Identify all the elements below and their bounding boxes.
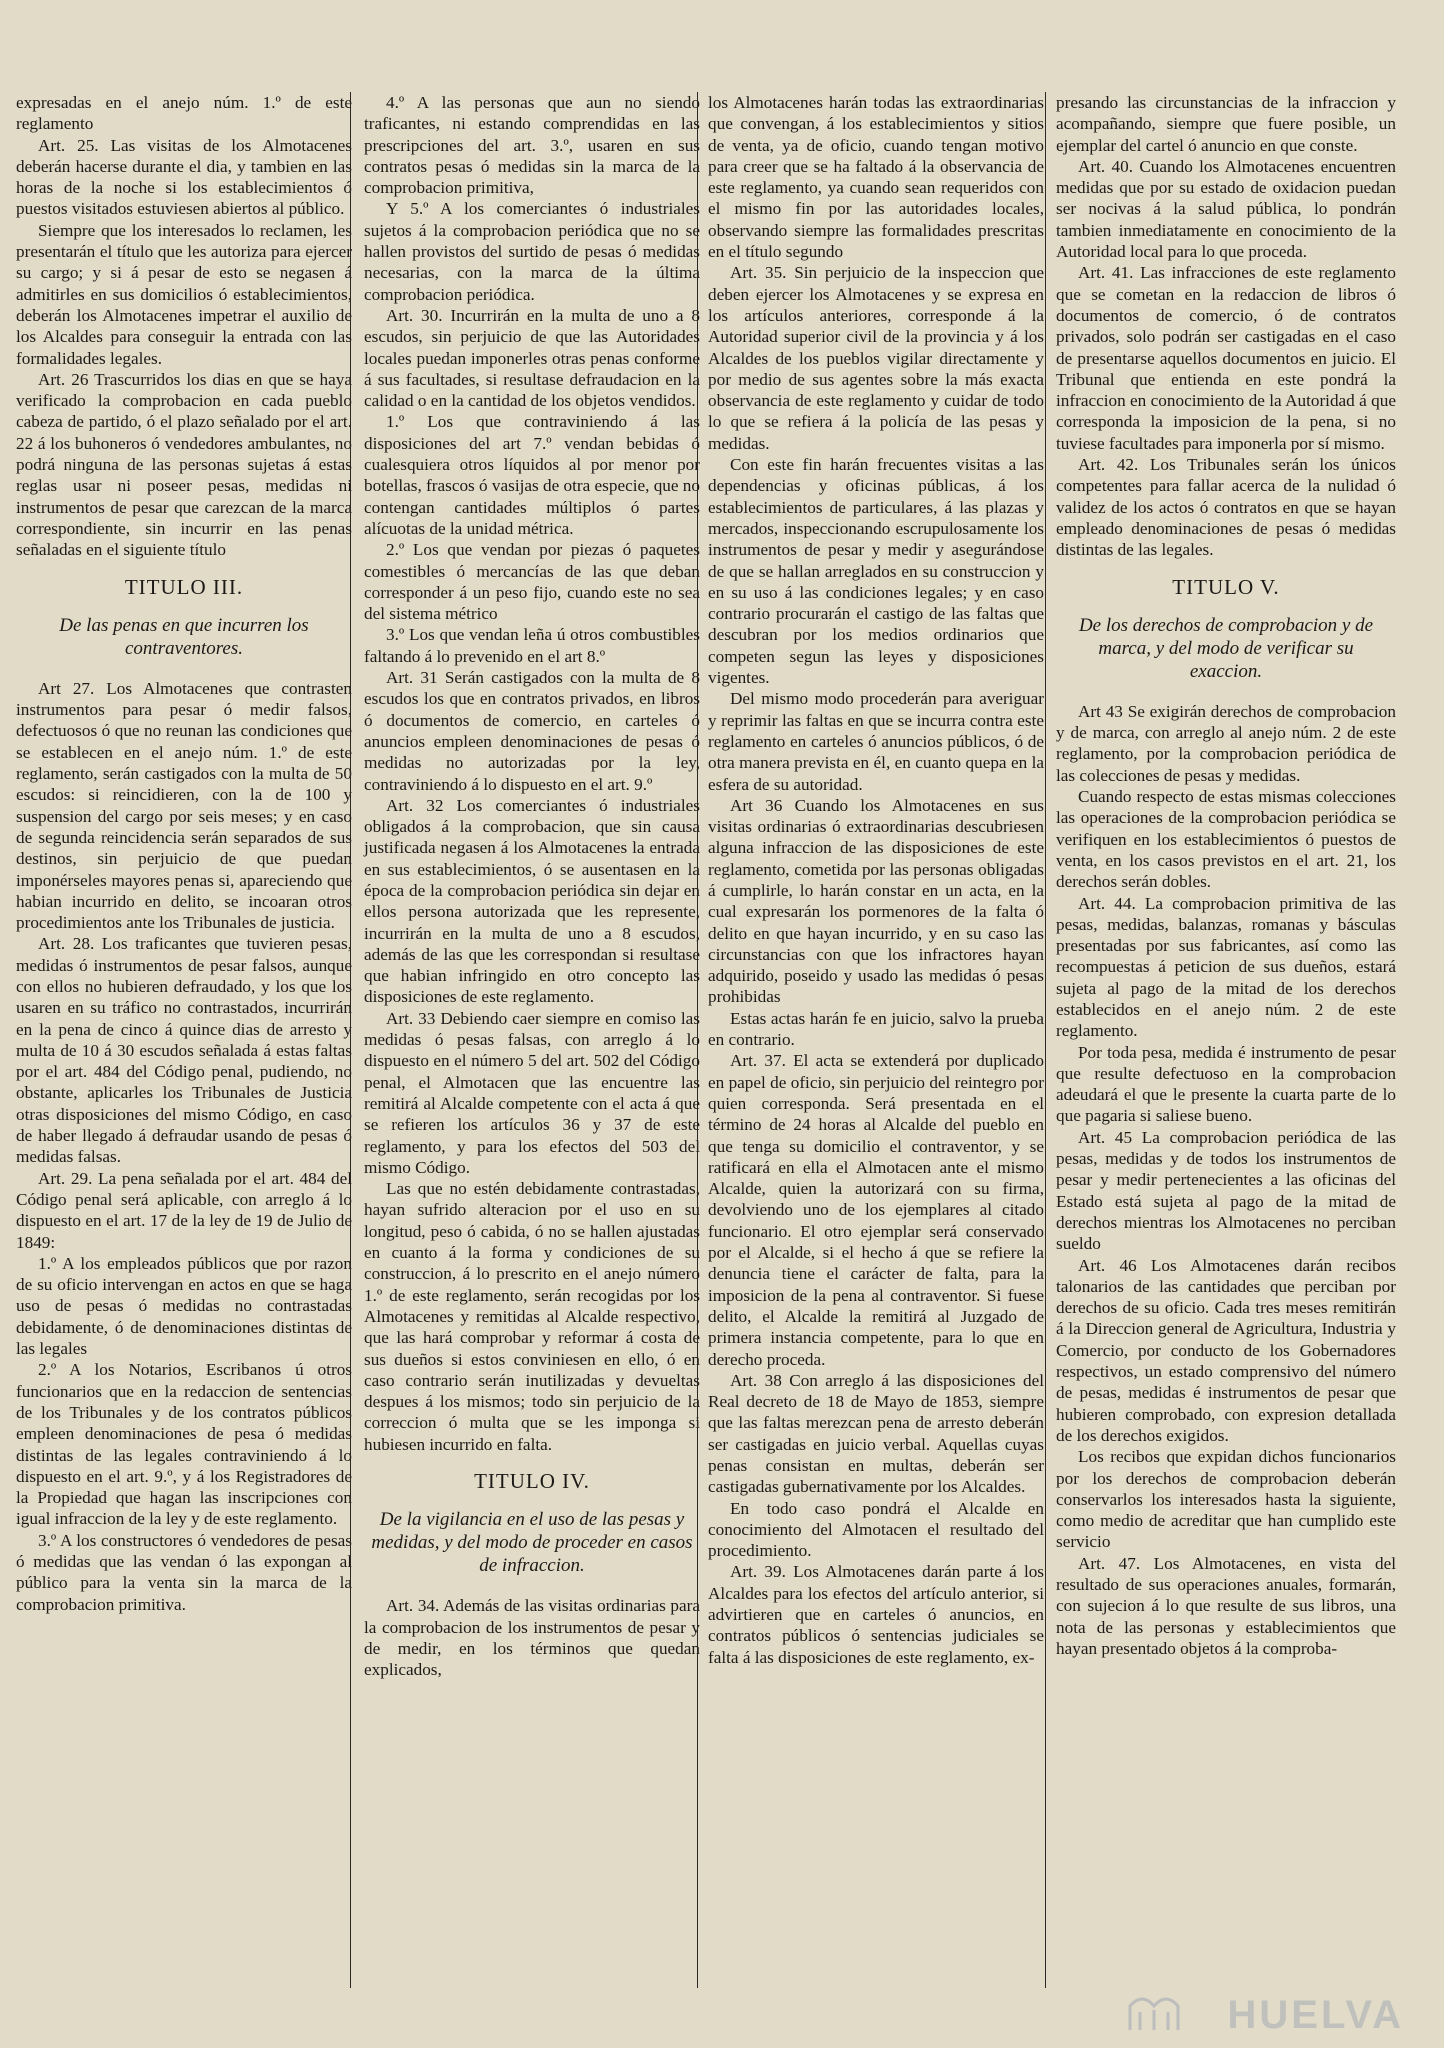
paragraph: Los recibos que expidan dichos funcionarios por los derechos de comprobacion deberán conservarlos los interesados hasta la siguiente, como medio de acreditar que han cumplido este servicio bbox=[1056, 1447, 1396, 1552]
paragraph: Estas actas harán fe en juicio, salvo la prueba en contrario. bbox=[708, 1008, 1044, 1050]
paragraph: Art. 47. Los Almotacenes, en vista del resultado de sus operaciones anuales, formarán, con sujecion á lo que resulte de sus libros, una nota de las personas y establecimientos que hayan presentado objetos á la comproba- bbox=[1056, 1553, 1396, 1658]
paragraph: Por toda pesa, medida é instrumento de pesar que resulte defectuoso en la comprobacion adeudará el que le presente la cuarta parte de lo que pagaria si saliese bueno. bbox=[1056, 1042, 1396, 1126]
paragraph: Con este fin harán frecuentes visitas a las dependencias y oficinas públicas, á los establecimientos de particulares, á las plazas y mercados, inspeccionando escrupulosamente los instrumentos de pesar y medir y asegurándose de que se hallan arreglados en su construccion y en su uso á las condiciones legales; y en caso contrario procurarán el castigo de las faltas que descubran por los medios ordinarios que competen segun las leyes y disposiciones vigentes. bbox=[708, 455, 1044, 688]
paragraph: Art. 38 Con arreglo á las disposiciones del Real decreto de 18 de Mayo de 1853, siempre que las faltas merezcan pena de arresto deberán ser castigadas en juicio verbal. Aquellas cuyas penas consistan en multas, deberán ser castigadas gubernativamente por los Alcaldes. bbox=[708, 1370, 1044, 1497]
paragraph: Art. 31 Serán castigados con la multa de 8 escudos los que en contratos privados, en libros ó documentos de comercio, en carteles ó anuncios empleen denominaciones de pesas ó medidas no autorizadas por la ley, contraviniendo á lo dispuesto en el art. 9.º bbox=[364, 668, 700, 794]
paragraph: Art. 46 Los Almotacenes darán recibos talonarios de las cantidades que perciban por derechos de su oficio. Cada tres meses remitirán á la Direccion general de Agricultura, Industria y Comercio, por conducto de los Gobernadores respectivos, un estado comprensivo del número de pesas, medidas é instrumentos de pesar que hubieren comprobado, con expresion detallada de los derechos exigidos. bbox=[1056, 1255, 1396, 1445]
section-title: TITULO V. bbox=[1172, 574, 1280, 599]
paragraph: Art. 44. La comprobacion primitiva de las pesas, medidas, balanzas, romanas y básculas presentadas por sus fabricantes, así como las recompuestas á peticion de sus dueños, estará sujeta al pago de la mitad de los derechos establecidos en el anejo núm. 2 de este reglamento. bbox=[1056, 893, 1396, 1041]
column-3 bbox=[708, 92, 1044, 1668]
landmark-icon bbox=[1126, 1986, 1182, 2034]
paragraph: Art. 32 Los comerciantes ó industriales obligados á la comprobacion, que sin causa justificada negasen á los Almotacenes la entrada en sus establecimientos, ó se ausentasen en la época de la comprobacion periódica sin dejar en ellos persona autorizada que les represente, incurrirán en la multa de uno a 8 escudos, además de las que les correspondan si resultase que habian infringido en otro concepto las disposiciones de este reglamento. bbox=[364, 795, 700, 1007]
paragraph: Art. 34. Además de las visitas ordinarias para la comprobacion de los instrumentos de pesar y de medir, en los términos que quedan explicados, bbox=[364, 1596, 700, 1680]
paragraph: 1.º A los empleados públicos que por razon de su oficio intervengan en actos en que se haga uso de pesas ó medidas no contrastadas debidamente, ó de denominaciones distintas de las legales bbox=[16, 1253, 352, 1359]
paragraph: Cuando respecto de estas mismas colecciones las operaciones de la comprobacion periódica se verifiquen en los establecimientos ó puestos de venta, en los casos previstos en el art. 21, los derechos serán dobles. bbox=[1056, 787, 1396, 892]
paragraph: Art. 28. Los traficantes que tuvieren pesas, medidas ó instrumentos de pesar falsos, aunque con ellos no hubieren defraudado, y los que los usaren en su tráfico no contrastados, incurrirán en la pena de cinco á quince dias de arresto y multa de 10 á 30 escudos señalada á estas faltas por el art. 484 del Código penal, pudiendo, no obstante, aplicarles los Tribunales de Justicia otras disposiciones del mismo Código, en caso de haber llegado á defraudar usando de pesas ó medidas falsas. bbox=[16, 934, 352, 1167]
section-subtitle: De las penas en que incurren los contraventores. bbox=[59, 614, 309, 659]
paragraph: Art. 30. Incurrirán en la multa de uno a 8 escudos, sin perjuicio de que las Autoridades locales puedan imponerles otras penas conforme á sus facultades, si resultase defraudacion en la calidad o en la cantidad de los objetos vendidos. bbox=[364, 305, 700, 411]
column-divider bbox=[697, 92, 698, 1988]
column-1 bbox=[16, 92, 352, 1615]
section-subtitle: De los derechos de comprobacion y de marca, y del modo de verificar su exaccion. bbox=[1078, 614, 1374, 682]
section-subtitle: De la vigilancia en el uso de las pesas y medidas, y del modo de proceder en casos de infraccion. bbox=[371, 1509, 693, 1577]
paragraph: presando las circunstancias de la infraccion y acompañando, siempre que fuere posible, un ejemplar del cartel ó anuncio en que conste. bbox=[1056, 93, 1396, 155]
column-divider bbox=[1045, 92, 1046, 1988]
paragraph: En todo caso pondrá el Alcalde en conocimiento del Almotacen el resultado del procedimiento. bbox=[708, 1498, 1044, 1561]
paragraph: 3.º Los que vendan leña ú otros combustibles faltando á lo prevenido en el art 8.º bbox=[364, 625, 700, 666]
paragraph: Art 36 Cuando los Almotacenes en sus visitas ordinarias ó extraordinarias descubriesen alguna infraccion de las disposiciones de este reglamento, cometida por las personas obligadas á cumplirle, lo harán constar en un acta, en la cual expresarán los pormenores de la falta ó delito en que hayan incurrido, y en su caso las circunstancias con que los infractores hayan adquirido, poseido y usado las medidas ó pesas prohibidas bbox=[708, 795, 1044, 1007]
paragraph: Art. 37. El acta se extenderá por duplicado en papel de oficio, sin perjuicio del reintegro por quien corresponda. Será presentada en el término de 24 horas al Alcalde del pueblo en que tenga su domicilio el contraventor, y se ratificará en ella el Almotacen ante el mismo Alcalde, quien la autorizará con su firma, devolviendo uno de los ejemplares al citado funcionario. El otro ejemplar será conservado por el Alcalde, si el hecho á que se refiere la denuncia tiene el carácter de falta, para la imposicion de la pena al contraventor. Si fuese delito, el Alcalde la remitirá al Juzgado de primera instancia competente, para lo que en derecho proceda. bbox=[708, 1051, 1044, 1369]
paragraph: Art. 29. La pena señalada por el art. 484 del Código penal será aplicable, con arreglo á lo dispuesto en el art. 17 de la ley de 19 de Julio de 1849: bbox=[16, 1168, 352, 1252]
section-title: TITULO IV. bbox=[474, 1469, 590, 1493]
section-title: TITULO III. bbox=[124, 574, 244, 599]
paragraph: 2.º A los Notarios, Escribanos ú otros funcionarios que en la redaccion de sentencias de los Tribunales y de los contratos públicos empleen denominaciones de pesa ó medidas distintas de las legales contraviniendo á lo dispuesto en el art. 9.º, y á los Registradores de la Propiedad que hagan las inscripciones con igual infraccion de la ley y de este reglamento. bbox=[16, 1360, 352, 1529]
paragraph: Art. 41. Las infracciones de este reglamento que se cometan en la redaccion de libros ó documentos de comercio, ó de contratos privados, solo podrán ser castigadas en el caso de presentarse aquellos documentos en juicio. El Tribunal que entienda en este pondrá la infraccion en conocimiento de la Autoridad á que corresponda la imposicion de la pena, si no tuviese facultades para imponerla por sí mismo. bbox=[1056, 263, 1396, 453]
paragraph: Art. 33 Debiendo caer siempre en comiso las medidas ó pesas falsas, con arreglo á lo dispuesto en el número 5 del art. 502 del Código penal, el Almotacen que las encuentre las remitirá al Alcalde competente con el acta á que se refieren los artículos 36 y 37 de este reglamento, y para los efectos del 503 del mismo Código. bbox=[364, 1008, 700, 1177]
paragraph: Art 43 Se exigirán derechos de comprobacion y de marca, con arreglo al anejo núm. 2 de este reglamento, por la comprobacion periódica de las colecciones de pesas y medidas. bbox=[1056, 701, 1396, 785]
paragraph: Siempre que los interesados lo reclamen, les presentarán el título que les autoriza para ejercer su cargo; y si á pesar de esto se negasen á admitirles en sus domicilios ó establecimientos, deberán los Almotacenes impetrar el auxilio de los Alcaldes para conseguir la entrada con las formalidades legales. bbox=[16, 220, 352, 368]
column-4 bbox=[1056, 92, 1396, 1659]
paragraph: 3.º A los constructores ó vendedores de pesas ó medidas que las vendan ó las expongan al público para la venta sin la marca de la comprobacion primitiva. bbox=[16, 1530, 352, 1614]
paragraph: los Almotacenes harán todas las extraordinarias que convengan, á los establecimientos y sitios de venta, ya de oficio, cuando tengan motivo para creer que se ha faltado á la observancia de este reglamento, ya cuando sean requeridos con el mismo fin por las autoridades locales, observando siempre las formalidades prescritas en el título segundo bbox=[708, 93, 1044, 262]
paragraph: 1.º Los que contraviniendo á las disposiciones del art 7.º vendan bebidas ó cualesquiera otros líquidos al por menor por botellas, frascos ó vasijas de otra especie, que no contengan cantidades múltiplos ó partes alícuotas de la unidad métrica. bbox=[364, 412, 700, 538]
paragraph: Art 27. Los Almotacenes que contrasten instrumentos para pesar ó medir falsos, defectuosos ó que no reunan las condiciones que se establecen en el anejo núm. 1.º de este reglamento, serán castigados con la multa de 50 escudos: si reincidieren, con la de 100 y suspension del cargo por seis meses; y en caso de segunda reincidencia serán separados de sus destinos, sin perjuicio de que puedan imponérseles mayores penas si, apareciendo que habian incurrido en delito, se incoaran otros procedimientos ante los Tribunales de justicia. bbox=[16, 678, 352, 933]
paragraph: Art. 35. Sin perjuicio de la inspeccion que deben ejercer los Almotacenes y se expresa en los artículos anteriores, corresponde á la Autoridad superior civil de la provincia y á los Alcaldes de los pueblos vigilar directamente y por medio de sus agentes sobre la más exacta observancia de este reglamento y cuidar de todo lo que se refiera á la policía de las pesas y medidas. bbox=[708, 263, 1044, 453]
paragraph: Las que no estén debidamente contrastadas, hayan sufrido alteracion por el uso en su longitud, peso ó cabida, ó no se hallen ajustadas en cuanto á la forma y condiciones de su construccion, á lo prescrito en el anejo número 1.º de este reglamento, serán recogidas por los Almotacenes y remitidas al Alcalde respectivo, que las hará comprobar y reformar á costa de sus dueños si estos conviniesen en ello, ó en caso contrario serán inutilizadas y devueltas despues á los mismos; todo sin perjuicio de la correccion ó multa que se les imponga si hubiesen incurrido en falta. bbox=[364, 1179, 700, 1454]
column-2 bbox=[364, 92, 700, 1680]
watermark: HUELVA bbox=[1227, 1993, 1404, 2037]
paragraph: Y 5.º A los comerciantes ó industriales sujetos á la comprobacion periódica que no se hallen provistos del surtido de pesas ó medidas necesarias, con la marca de la última comprobacion periódica. bbox=[364, 199, 700, 304]
paragraph: Art. 45 La comprobacion periódica de las pesas, medidas y de todos los instrumentos de pesar y medir pertenecientes a las oficinas del Estado está sujeta al pago de la mitad de derechos mientras los Almotacenes no perciban sueldo bbox=[1056, 1127, 1396, 1254]
paragraph: Art. 26 Trascurridos los dias en que se haya verificado la comprobacion en cada pueblo cabeza de partido, ó el plazo señalado por el art. 22 á los buhoneros ó vendedores ambulantes, no podrá ninguna de las personas sujetas á estas reglas usar ni poseer pesas, medidas ni instrumentos de pesar que carezcan de la marca correspondiente, sin incurrir en las penas señaladas en el siguiente título bbox=[16, 369, 352, 560]
paragraph: Art. 39. Los Almotacenes darán parte á los Alcaldes para los efectos del artículo anterior, si advirtieren que en carteles ó anuncios, en contratos públicos ó sentencias judiciales se falta á las disposiciones de este reglamento, ex- bbox=[708, 1562, 1044, 1667]
paragraph: 2.º Los que vendan por piezas ó paquetes comestibles ó mercancías de las que deban corresponder á un peso fijo, cuando este no sea del sistema métrico bbox=[364, 540, 700, 624]
paragraph: Del mismo modo procederán para averiguar y reprimir las faltas en que se incurra contra este reglamento en carteles ó anuncios públicos, ó de otra manera prevista en él, en cuanto quepa en la esfera de su autoridad. bbox=[708, 689, 1044, 794]
column-divider bbox=[350, 92, 351, 1988]
paragraph: Art. 25. Las visitas de los Almotacenes deberán hacerse durante el dia, y tambien en las horas de la noche si los establecimientos ó puestos visitados estuviesen abiertos al público. bbox=[16, 135, 352, 219]
paragraph: Art. 40. Cuando los Almotacenes encuentren medidas que por su estado de oxidacion puedan ser nocivas á la salud pública, lo pondrán tambien inmediatamente en conocimiento de la Autoridad local para lo que proceda. bbox=[1056, 156, 1396, 262]
paragraph: expresadas en el anejo núm. 1.º de este reglamento bbox=[16, 93, 352, 134]
paragraph: 4.º A las personas que aun no siendo traficantes, ni estando comprendidas en las prescripciones del art. 3.º, usaren en sus contratos pesas ó medidas sin la marca de la comprobacion primitiva, bbox=[364, 93, 700, 198]
paragraph: Art. 42. Los Tribunales serán los únicos competentes para fallar acerca de la nulidad ó validez de los actos ó contratos en que se hayan empleado denominaciones de pesas ó medidas distintas de las legales. bbox=[1056, 455, 1396, 560]
